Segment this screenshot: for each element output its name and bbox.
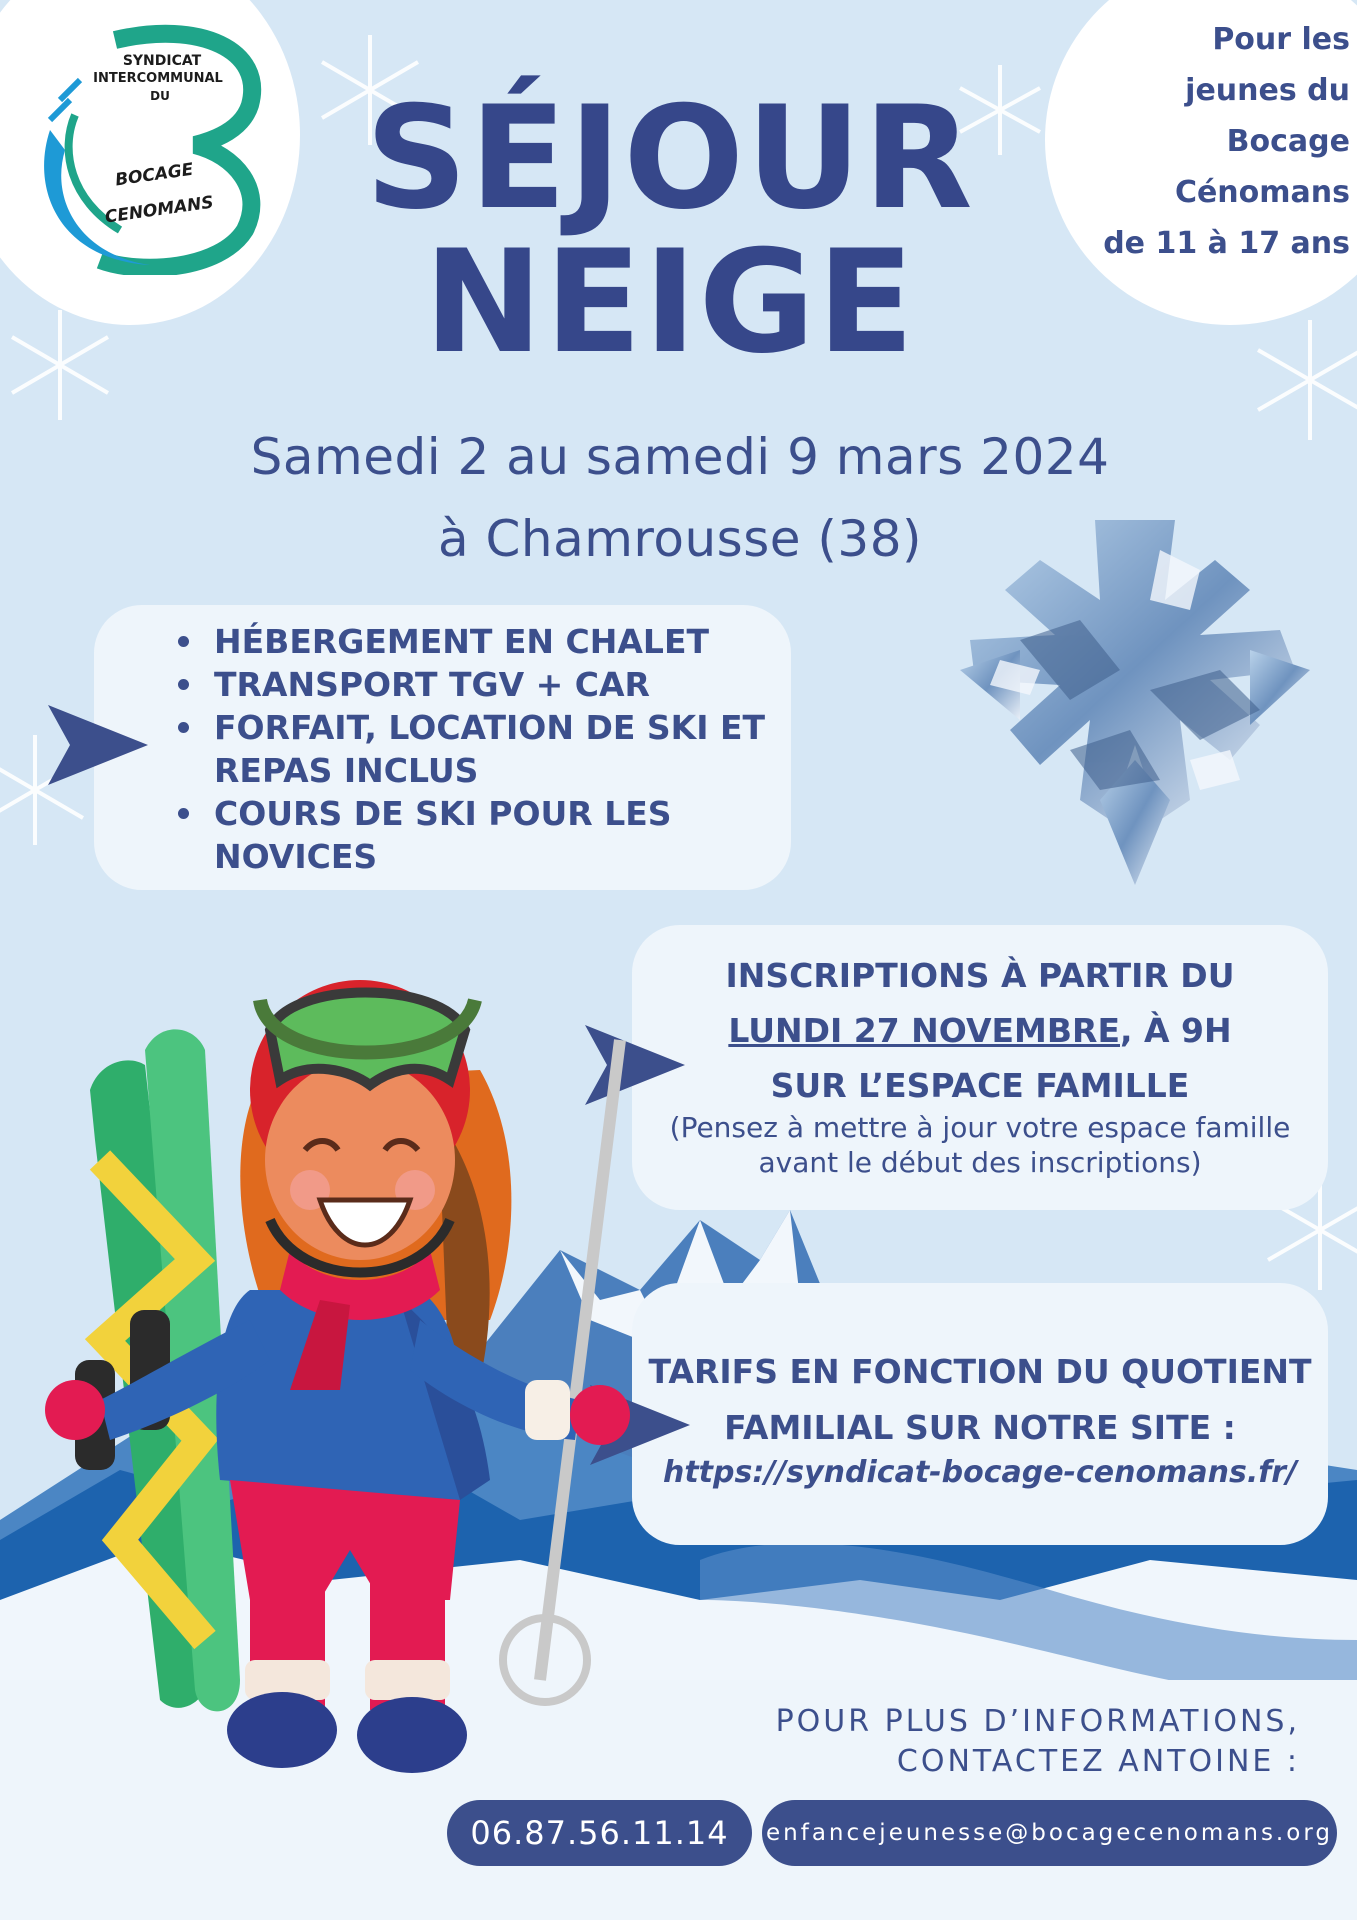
feature-item: COURS DE SKI POUR LES NOVICES <box>178 792 788 878</box>
phone-pill[interactable]: 06.87.56.11.14 <box>447 1800 752 1866</box>
audience-text <box>1090 14 1350 269</box>
location-line: à Chamrousse (38) <box>437 510 923 568</box>
audience-line: Bocage <box>1226 124 1350 159</box>
contact-line-2: CONTACTEZ ANTOINE : <box>896 1744 1300 1779</box>
email-pill[interactable]: enfancejeunesse@bocagecenomans.org <box>762 1800 1337 1866</box>
feature-item: TRANSPORT TGV + CAR <box>178 663 788 706</box>
feature-item: HÉBERGEMENT EN CHALET <box>178 620 788 663</box>
audience-line: de 11 à 17 ans <box>1103 226 1350 261</box>
inscriptions-time: , À 9H <box>1120 1011 1232 1050</box>
features-list <box>178 620 788 878</box>
inscriptions-line-3: SUR L’ESPACE FAMILLE <box>770 1066 1190 1105</box>
audience-line: Cénomans <box>1174 175 1350 210</box>
inscriptions-note: (Pensez à mettre à jour votre espace famille avant le début des inscriptions) <box>669 1111 1291 1179</box>
dates-line: Samedi 2 au samedi 9 mars 2024 <box>250 428 1110 486</box>
skier-illustration <box>20 960 640 1780</box>
logo-text-intercommunal: INTERCOMMUNAL <box>93 71 223 86</box>
tarifs-line-1: TARIFS EN FONCTION DU QUOTIENT <box>648 1352 1312 1391</box>
title-line-1: SÉJOUR <box>365 76 975 241</box>
title-line-2: NEIGE <box>423 220 917 385</box>
logo-text-cenomans: CENOMANS <box>103 192 215 228</box>
inscriptions-line-2 <box>632 1003 1328 1058</box>
tarifs-line-2: FAMILIAL SUR NOTRE SITE : <box>724 1408 1236 1447</box>
syndicat-logo <box>20 20 280 275</box>
inscriptions-date: LUNDI 27 NOVEMBRE <box>728 1011 1120 1050</box>
arrow-icon <box>48 705 148 785</box>
audience-line: Pour les <box>1212 22 1350 57</box>
inscriptions-text <box>632 948 1328 1113</box>
audience-line: jeunes du <box>1185 73 1350 108</box>
logo-text-bocage: BOCAGE <box>113 159 195 191</box>
feature-item: FORFAIT, LOCATION DE SKI ET REPAS INCLUS <box>178 706 788 792</box>
tarifs-text <box>632 1344 1328 1456</box>
contact-text <box>760 1702 1300 1782</box>
website-link[interactable]: https://syndicat-bocage-cenomans.fr/ <box>662 1455 1298 1490</box>
logo-text-syndicat: SYNDICAT <box>122 53 202 69</box>
logo-text-du: DU <box>150 89 170 103</box>
contact-line-1: POUR PLUS D’INFORMATIONS, <box>775 1704 1300 1739</box>
inscriptions-line-1: INSCRIPTIONS À PARTIR DU <box>725 956 1235 995</box>
snowflake-photo <box>960 520 1310 885</box>
